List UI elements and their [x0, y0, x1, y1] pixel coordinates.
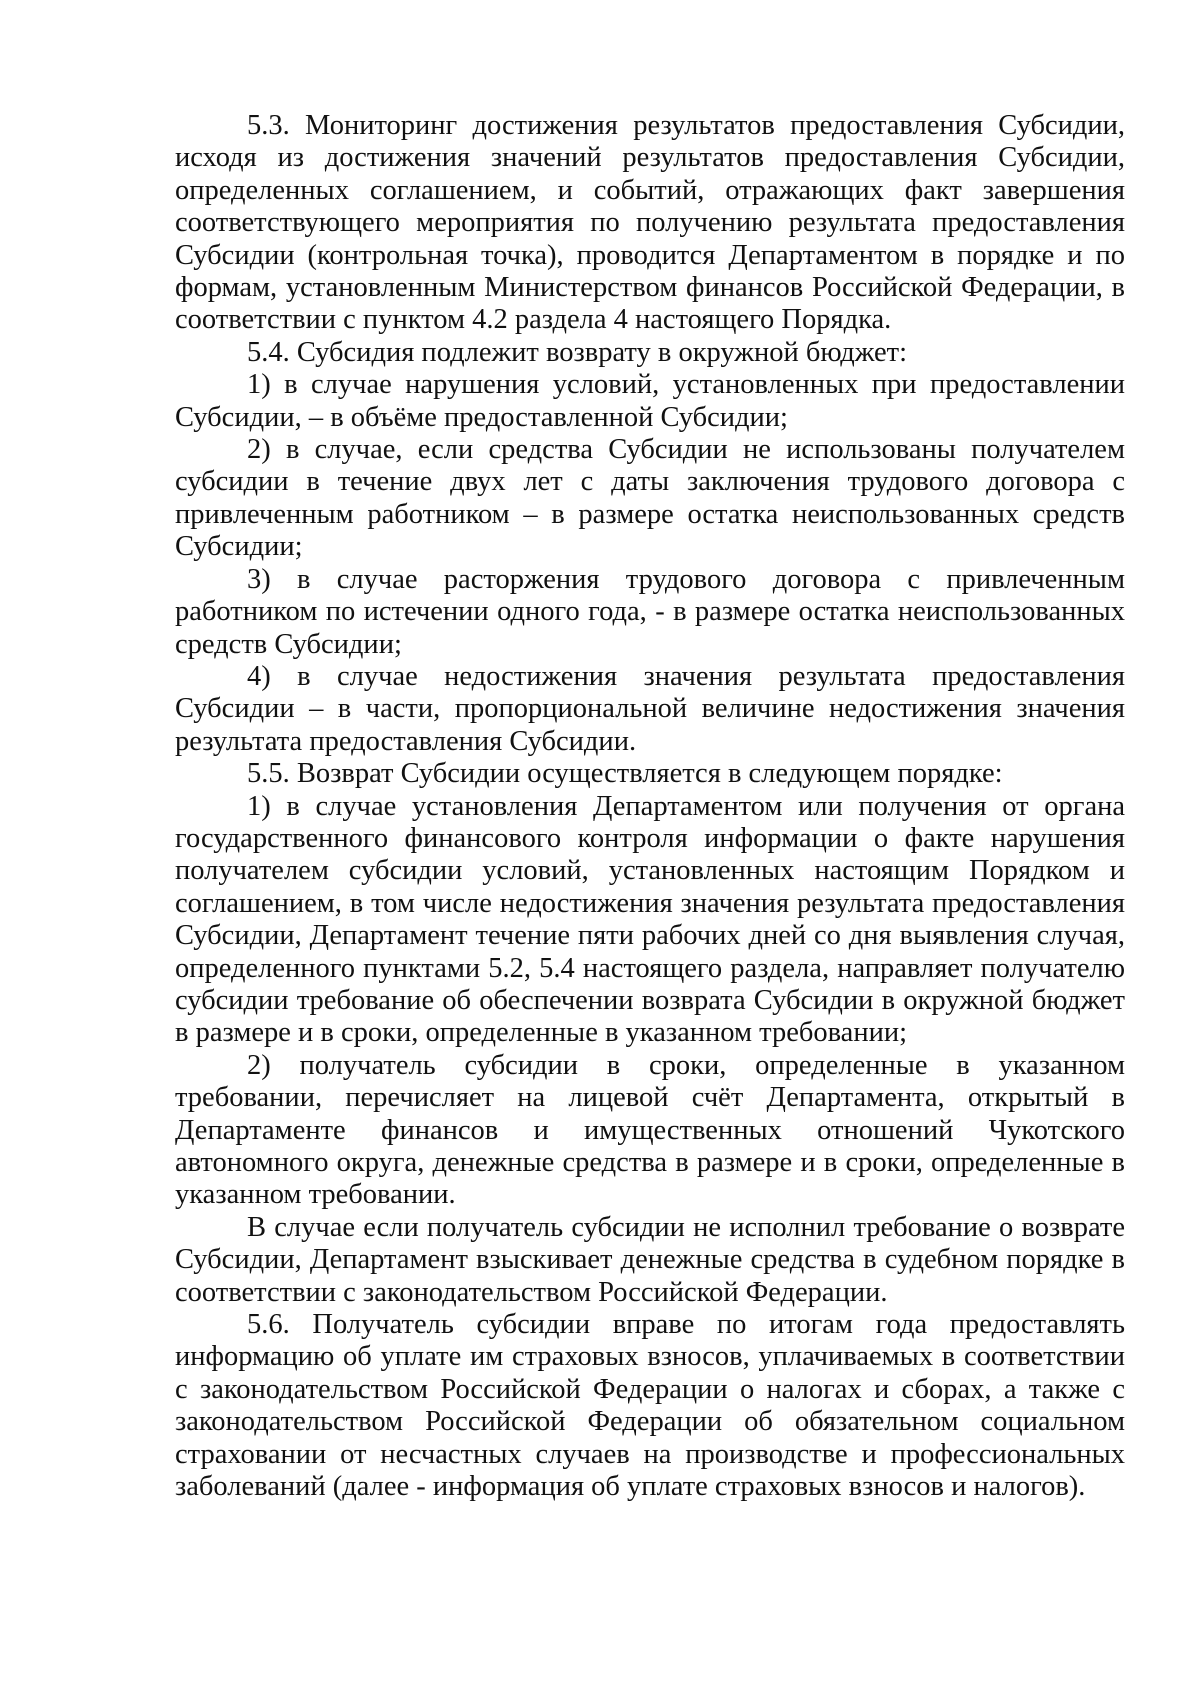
document-page [175, 110, 1125, 1503]
paragraph-5-5-item-1: 1) в случае установления Департаментом или получения от органа государственного финансового контроля информации о факте нарушения получателем субсидии условий, установленных настоящим Порядком и соглашением, в том числе недостижения значения результата предоставления Субсидии, Департамент течение пяти рабочих дней со дня выявления случая, определенного пунктами 5.2, 5.4 настоящего раздела, направляет получателю субсидии требование об обеспечении возврата Субсидии в окружной бюджет в размере и в сроки, определенные в указанном требовании; [175, 790, 1125, 1049]
paragraph-5-4-item-1: 1) в случае нарушения условий, установленных при предоставлении Субсидии, – в объёме предоставленной Субсидии; [175, 369, 1125, 433]
paragraph-5-5: 5.5. Возврат Субсидии осуществляется в следующем порядке: [247, 758, 1003, 790]
paragraph-5-5-note: В случае если получатель субсидии не исполнил требование о возврате Субсидии, Департамент взыскивает денежные средства в судебном порядке в соответствии с законодательством Российской Федерации. [175, 1211, 1125, 1308]
paragraph-5-4: 5.4. Субсидия подлежит возврату в окружной бюджет: [247, 336, 908, 368]
paragraph-5-4-item-4: 4) в случае недостижения значения результата предоставления Субсидии – в части, пропорциональной величине недостижения значения результата предоставления Субсидии. [175, 660, 1125, 757]
paragraph-5-5-item-2: 2) получатель субсидии в сроки, определенные в указанном требовании, перечисляет на лицевой счёт Департамента, открытый в Департаменте финансов и имущественных отношений Чукотского автономного округа, денежные средства в размере и в сроки, определенные в указанном требовании. [175, 1049, 1125, 1211]
paragraph-5-3: 5.3. Мониторинг достижения результатов предоставления Субсидии, исходя из достижения значений результатов предоставления Субсидии, определенных соглашением, и событий, отражающих факт завершения соответствующего мероприятия по получению результата предоставления Субсидии (контрольная точка), проводится Департаментом в порядке и по формам, установленным Министерством финансов Российской Федерации, в соответствии с пунктом 4.2 раздела 4 настоящего Порядка. [175, 110, 1125, 336]
paragraph-5-4-item-2: 2) в случае, если средства Субсидии не использованы получателем субсидии в течение двух лет с даты заключения трудового договора с привлеченным работником – в размере остатка неиспользованных средств Субсидии; [175, 434, 1125, 563]
paragraph-5-6: 5.6. Получатель субсидии вправе по итогам года предоставлять информацию об уплате им страховых взносов, уплачиваемых в соответствии с законодательством Российской Федерации о налогах и сборах, а также с законодательством Российской Федерации об обязательном социальном страховании от несчастных случаев на производстве и профессиональных заболеваний (далее - информация об уплате страховых взносов и налогов). [175, 1309, 1125, 1503]
paragraph-5-4-item-3: 3) в случае расторжения трудового договора с привлеченным работником по истечении одного года, - в размере остатка неиспользованных средств Субсидии; [175, 563, 1125, 660]
